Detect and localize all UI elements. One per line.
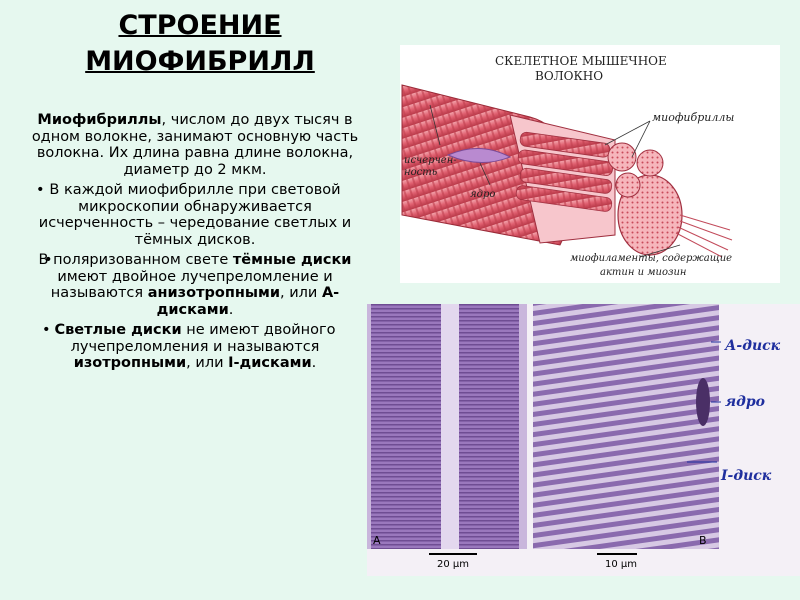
- bullet-light-disks: [30, 322, 360, 372]
- label-filaments-2: актин и миозин: [600, 267, 687, 278]
- micrograph-figure: [367, 304, 800, 576]
- label-filaments-1: миофиламенты, содержащие: [570, 253, 733, 264]
- panel-label-b: B: [699, 534, 707, 547]
- bullet-dark-text-4: .: [228, 301, 234, 318]
- bullet-dark-text-3: , или: [279, 285, 322, 301]
- bullet-dark-disks: [30, 252, 360, 318]
- term-anisotropic: анизотропными: [147, 285, 280, 301]
- label-striation-1: исчерчен-: [404, 155, 457, 166]
- micrograph-illustration: [367, 304, 800, 576]
- slide-title: СТРОЕНИЕ МИОФИБРИЛЛ: [85, 10, 315, 77]
- term-a-disks: А-дисками: [156, 285, 340, 318]
- figure-title-line1: СКЕЛЕТНОЕ МЫШЕЧНОЕ: [495, 54, 667, 68]
- scale-label-b: 10 μm: [605, 559, 638, 570]
- label-myofibrils: миофибриллы: [652, 111, 735, 124]
- label-striation-2: ность: [404, 167, 438, 178]
- term-i-disks: I-дисками: [228, 355, 312, 371]
- term-light-disks: Светлые диски: [54, 322, 182, 338]
- body-text: [30, 112, 360, 376]
- label-micrograph-nucleus: ядро: [725, 394, 766, 410]
- muscle-fiber-illustration: [400, 45, 780, 283]
- bullet-striation-text: В каждой миофибрилле при световой микроскопии обнаруживается исчерченность – чередование светлых и тёмных дисков.: [38, 182, 352, 248]
- label-a-disk: А-диск: [725, 338, 781, 354]
- paragraph-myofibrils: [30, 112, 360, 178]
- bullet-light-text-2: , или: [186, 355, 229, 371]
- term-isotropic: изотропными: [73, 355, 187, 371]
- bullet-striation: [30, 182, 360, 248]
- paragraph-myofibrils-text: , числом до двух тысяч в одном волокне, занимают основную часть волокна. Их длина равна длине волокна, диаметр до 2 мкм.: [31, 112, 359, 178]
- label-nucleus: ядро: [470, 189, 496, 200]
- label-i-disk: I-диск: [721, 468, 772, 484]
- figure-title-line2: ВОЛОКНО: [535, 69, 604, 83]
- muscle-fiber-diagram: [400, 45, 780, 283]
- bullet-dark-text-2: имеют двойное лучепреломление и называются: [50, 268, 333, 301]
- scale-label-a: 20 μm: [437, 559, 470, 570]
- term-dark-disks: тёмные диски: [232, 252, 352, 268]
- panel-label-a: A: [373, 534, 381, 547]
- bullet-light-text-3: .: [311, 355, 317, 371]
- bullet-light-text-1: не имеют двойного лучепреломления и называются: [70, 322, 336, 355]
- bullet-dark-text-1: В поляризованном свете: [38, 252, 233, 268]
- term-myofibrils: Миофибриллы: [37, 112, 162, 128]
